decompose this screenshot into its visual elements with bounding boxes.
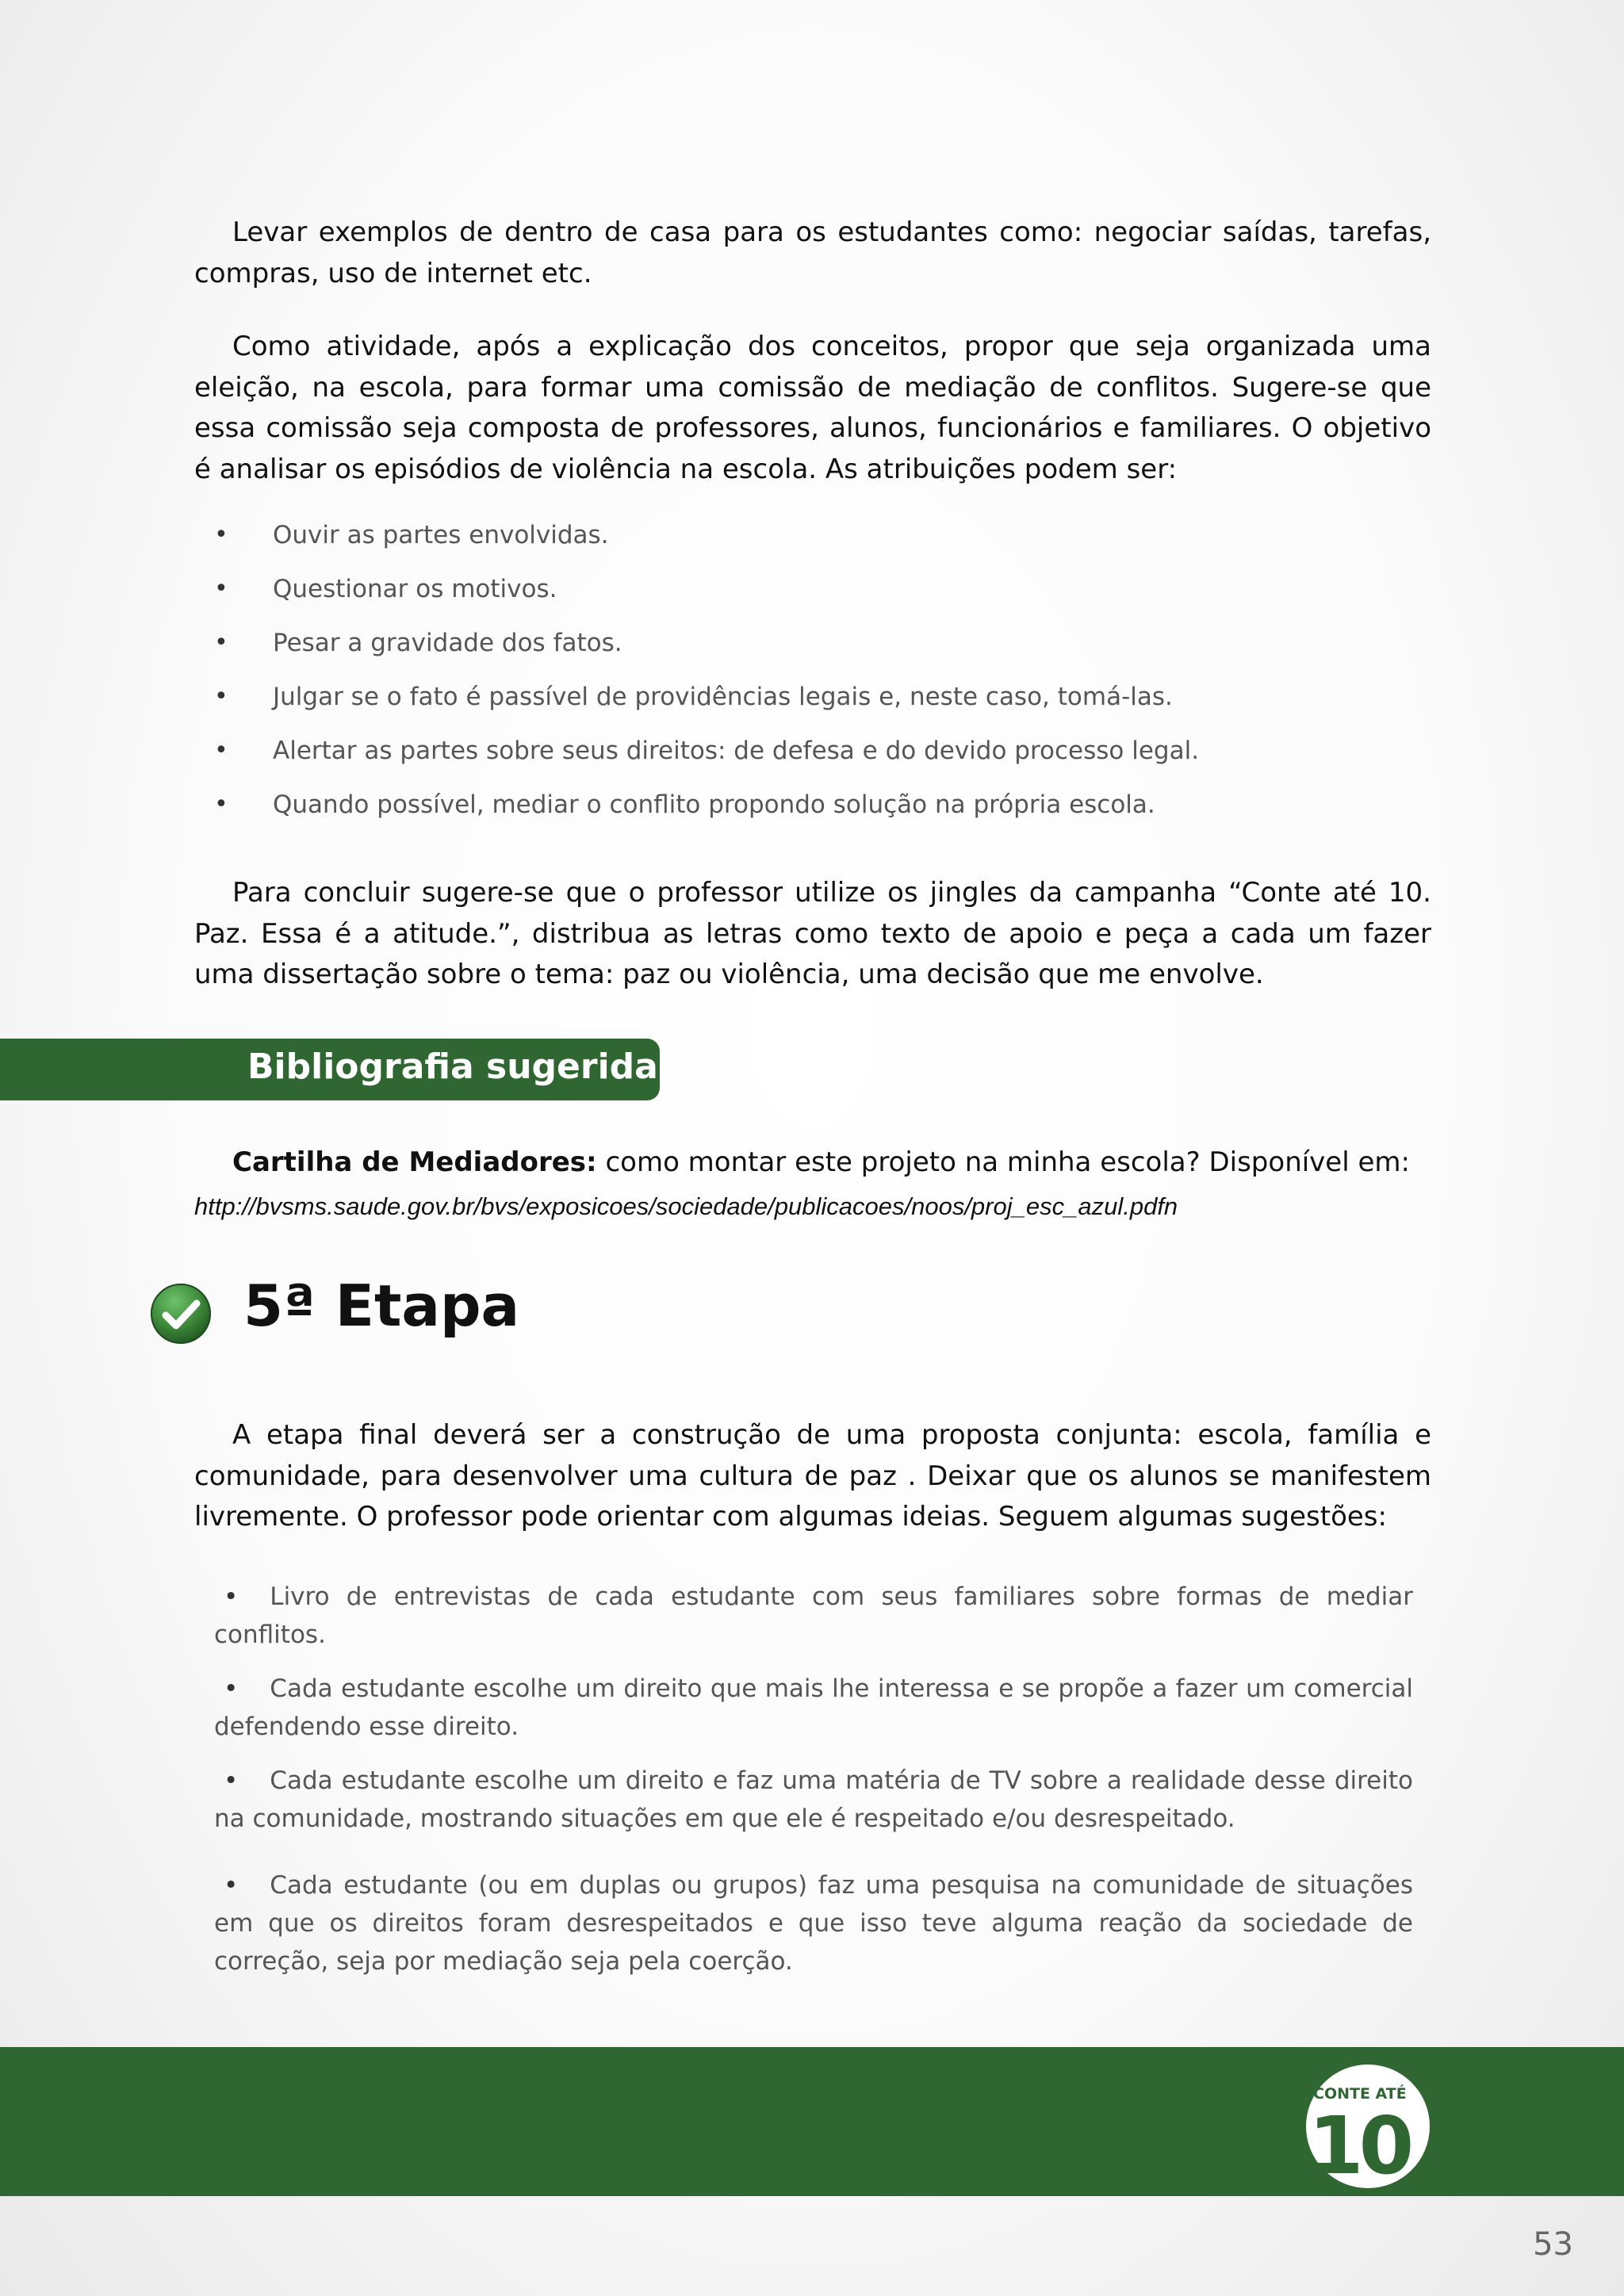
bibliography-entry bbox=[194, 1146, 1410, 1178]
etapa-title: 5ª Etapa bbox=[243, 1272, 520, 1339]
list-item: • Cada estudante escolhe um direito e faz uma matéria de TV sobre a realidade desse direito na comunidade, mostrando situações em que ele é respeitado e/ou desrespeitado. bbox=[214, 1766, 1413, 1833]
list-item: • Pesar a gravidade dos fatos. bbox=[214, 629, 622, 657]
bibliography-title: Cartilha de Mediadores: bbox=[232, 1146, 597, 1178]
attributions-list bbox=[214, 519, 1435, 843]
page-number: 53 bbox=[1533, 2226, 1573, 2263]
bibliography-description: como montar este projeto na minha escola? Disponível em: bbox=[596, 1146, 1410, 1178]
paragraph-examples: Levar exemplos de dentro de casa para os estudantes como: negociar saídas, tarefas, compras, uso de internet etc. bbox=[194, 216, 1431, 289]
paragraph-activity: Como atividade, após a explicação dos conceitos, propor que seja organizada uma eleição, na escola, para formar uma comissão de mediação de conflitos. Sugere-se que essa comissão seja composta de professores, alunos, funcionários e familiares. O objetivo é analisar os episódios de violência na escola. As atribuições podem ser: bbox=[194, 331, 1431, 485]
svg-text:CONTE ATÉ: CONTE ATÉ bbox=[1313, 2085, 1407, 2103]
list-item: • Ouvir as partes envolvidas. bbox=[214, 521, 609, 549]
bibliography-heading: Bibliografia sugerida bbox=[247, 1047, 658, 1087]
list-item: • Cada estudante (ou em duplas ou grupos) faz uma pesquisa na comunidade de situações em que os direitos foram desrespeitados e que isso teve alguma reação da sociedade de correção, seja por mediação seja pela coerção. bbox=[214, 1871, 1413, 1976]
list-item: • Cada estudante escolhe um direito que mais lhe interessa e se propõe a fazer um comercial defendendo esse direito. bbox=[214, 1674, 1413, 1741]
svg-text:10: 10 bbox=[1308, 2099, 1410, 2189]
paragraph-conclusion: Para concluir sugere-se que o professor utilize os jingles da campanha “Conte até 10. Paz. Essa é a atitude.”, distribua as letras como texto de apoio e peça a cada um fazer uma dissertação sobre o tema: paz ou violência, uma decisão que me envolve. bbox=[194, 877, 1431, 990]
bibliography-heading-bar bbox=[0, 1039, 660, 1100]
list-item: • Quando possível, mediar o conflito propondo solução na própria escola. bbox=[214, 790, 1155, 819]
list-item: • Livro de entrevistas de cada estudante com seus familiares sobre formas de mediar conflitos. bbox=[214, 1582, 1413, 1649]
bibliography-url[interactable]: http://bvsms.saude.gov.br/bvs/exposicoes/sociedade/publicacoes/noos/proj_esc_azul.pdfn bbox=[194, 1192, 1178, 1220]
paragraph-etapa-intro: A etapa final deverá ser a construção de uma proposta conjunta: escola, família e comunidade, para desenvolver uma cultura de paz . Deixar que os alunos se manifestem livremente. O professor pode orientar com algumas ideias. Seguem algumas sugestões: bbox=[194, 1419, 1431, 1533]
list-item: • Questionar os motivos. bbox=[214, 575, 557, 603]
list-item: • Alertar as partes sobre seus direitos: de defesa e do devido processo legal. bbox=[214, 737, 1200, 765]
list-item: • Julgar se o fato é passível de providências legais e, neste caso, tomá-las. bbox=[214, 683, 1173, 711]
suggestions-list bbox=[214, 1578, 1413, 1980]
check-circle-icon bbox=[149, 1282, 213, 1345]
conte-ate-10-logo bbox=[1305, 2064, 1431, 2189]
